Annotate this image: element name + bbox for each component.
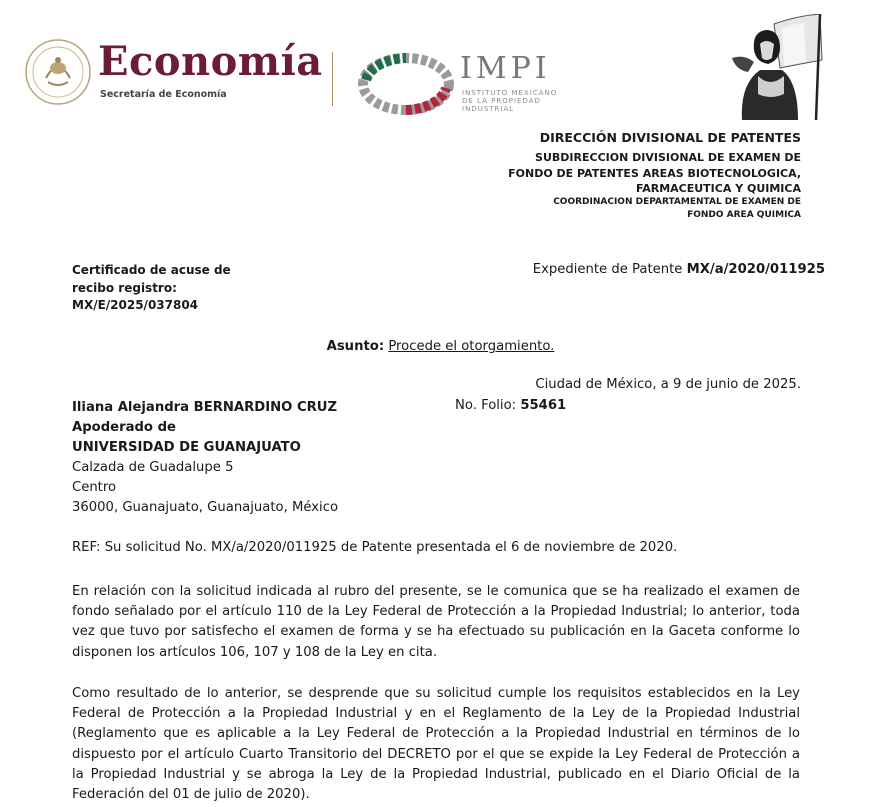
addressee-district: Centro: [72, 480, 117, 495]
folio-line: [455, 398, 566, 413]
department-title: DIRECCIÓN DIVISIONAL DE PATENTES: [539, 130, 801, 145]
subdirection-line: FONDO DE PATENTES AREAS BIOTECNOLOGICA,: [508, 166, 801, 180]
body-paragraph: En relación con la solicitud indicada al rubro del presente, se le comunica que se ha realizado el examen de fondo señalado por el artículo 110 de la Ley Federal de Protección a la Propiedad Industrial; lo anterior, toda vez que tuvo por satisfecho el examen de forma y se ha efectuado su publicación en la Gaceta conforme lo disponen los artículos 106, 107 y 108 de la Ley en cita.: [72, 584, 800, 660]
addressee-org: UNIVERSIDAD DE GUANAJUATO: [72, 440, 301, 455]
impi-wordmark: IMPI: [460, 51, 551, 86]
header-divider: [332, 52, 333, 106]
certificate-block: [72, 262, 231, 315]
addressee-block: [72, 398, 338, 518]
economia-subtitle: Secretaría de Economía: [100, 89, 227, 100]
addressee-name: Iliana Alejandra BERNARDINO CRUZ: [72, 400, 338, 415]
certificate-number: MX/E/2025/037804: [72, 298, 199, 312]
asunto-line: [0, 339, 881, 354]
addressee-street: Calzada de Guadalupe 5: [72, 460, 234, 475]
addressee-role: Apoderado de: [72, 420, 176, 435]
subdirection-title: [508, 150, 801, 197]
coordination-line: FONDO AREA QUIMICA: [687, 210, 801, 220]
impi-subtitle-line: INDUSTRIAL: [462, 105, 515, 113]
folio-label: No. Folio:: [455, 398, 521, 413]
impi-subtitle-line: INSTITUTO MEXICANO: [462, 89, 558, 97]
coordination-title: [553, 196, 801, 222]
expediente-line: [533, 262, 825, 277]
certificate-label: Certificado de acuse de: [72, 263, 231, 277]
certificate-label: recibo registro:: [72, 280, 177, 295]
impi-subtitle-line: DE LA PROPIEDAD: [462, 97, 541, 105]
expediente-label: Expediente de Patente: [532, 262, 687, 277]
subdirection-line: FARMACEUTICA Y QUIMICA: [635, 182, 801, 195]
asunto-label: Asunto:: [326, 339, 385, 354]
date-line: Ciudad de México, a 9 de junio de 2025.: [535, 377, 801, 392]
expediente-number: MX/a/2020/011925: [686, 262, 825, 277]
economia-wordmark: Economía: [98, 38, 323, 85]
impi-logo-icon: [358, 50, 454, 116]
asunto-value: Procede el otorgamiento.: [388, 339, 555, 354]
folio-number: 55461: [520, 398, 567, 413]
heroine-with-flag-icon: [724, 14, 828, 120]
impi-subtitle: [462, 89, 582, 113]
addressee-city: 36000, Guanajuato, Guanajuato, México: [72, 500, 339, 515]
mexican-coat-of-arms-seal-icon: [24, 38, 92, 106]
coordination-line: COORDINACION DEPARTAMENTAL DE EXAMEN DE: [553, 197, 801, 207]
subdirection-line: SUBDIRECCION DIVISIONAL DE EXAMEN DE: [535, 151, 801, 164]
body-paragraph: Como resultado de lo anterior, se desprende que su solicitud cumple los requisitos establecidos en la Ley Federal de Protección a la Propiedad Industrial y en el Reglamento de la Ley de la Propiedad Industrial (Reglamento que es aplicable a la Ley Federal de Protección a la Propiedad Industrial en términos de lo dispuesto por el artículo Cuarto Transitorio del DECRETO por el que se expide la Ley Federal de Protección a la Propiedad Industrial y se abroga la Ley de la Propiedad Industrial, publicado en el Diario Oficial de la Federación del 01 de julio de 2020).: [72, 686, 800, 803]
ref-line: REF: Su solicitud No. MX/a/2020/011925 de Patente presentada el 6 de noviembre de 2020.: [72, 540, 678, 555]
